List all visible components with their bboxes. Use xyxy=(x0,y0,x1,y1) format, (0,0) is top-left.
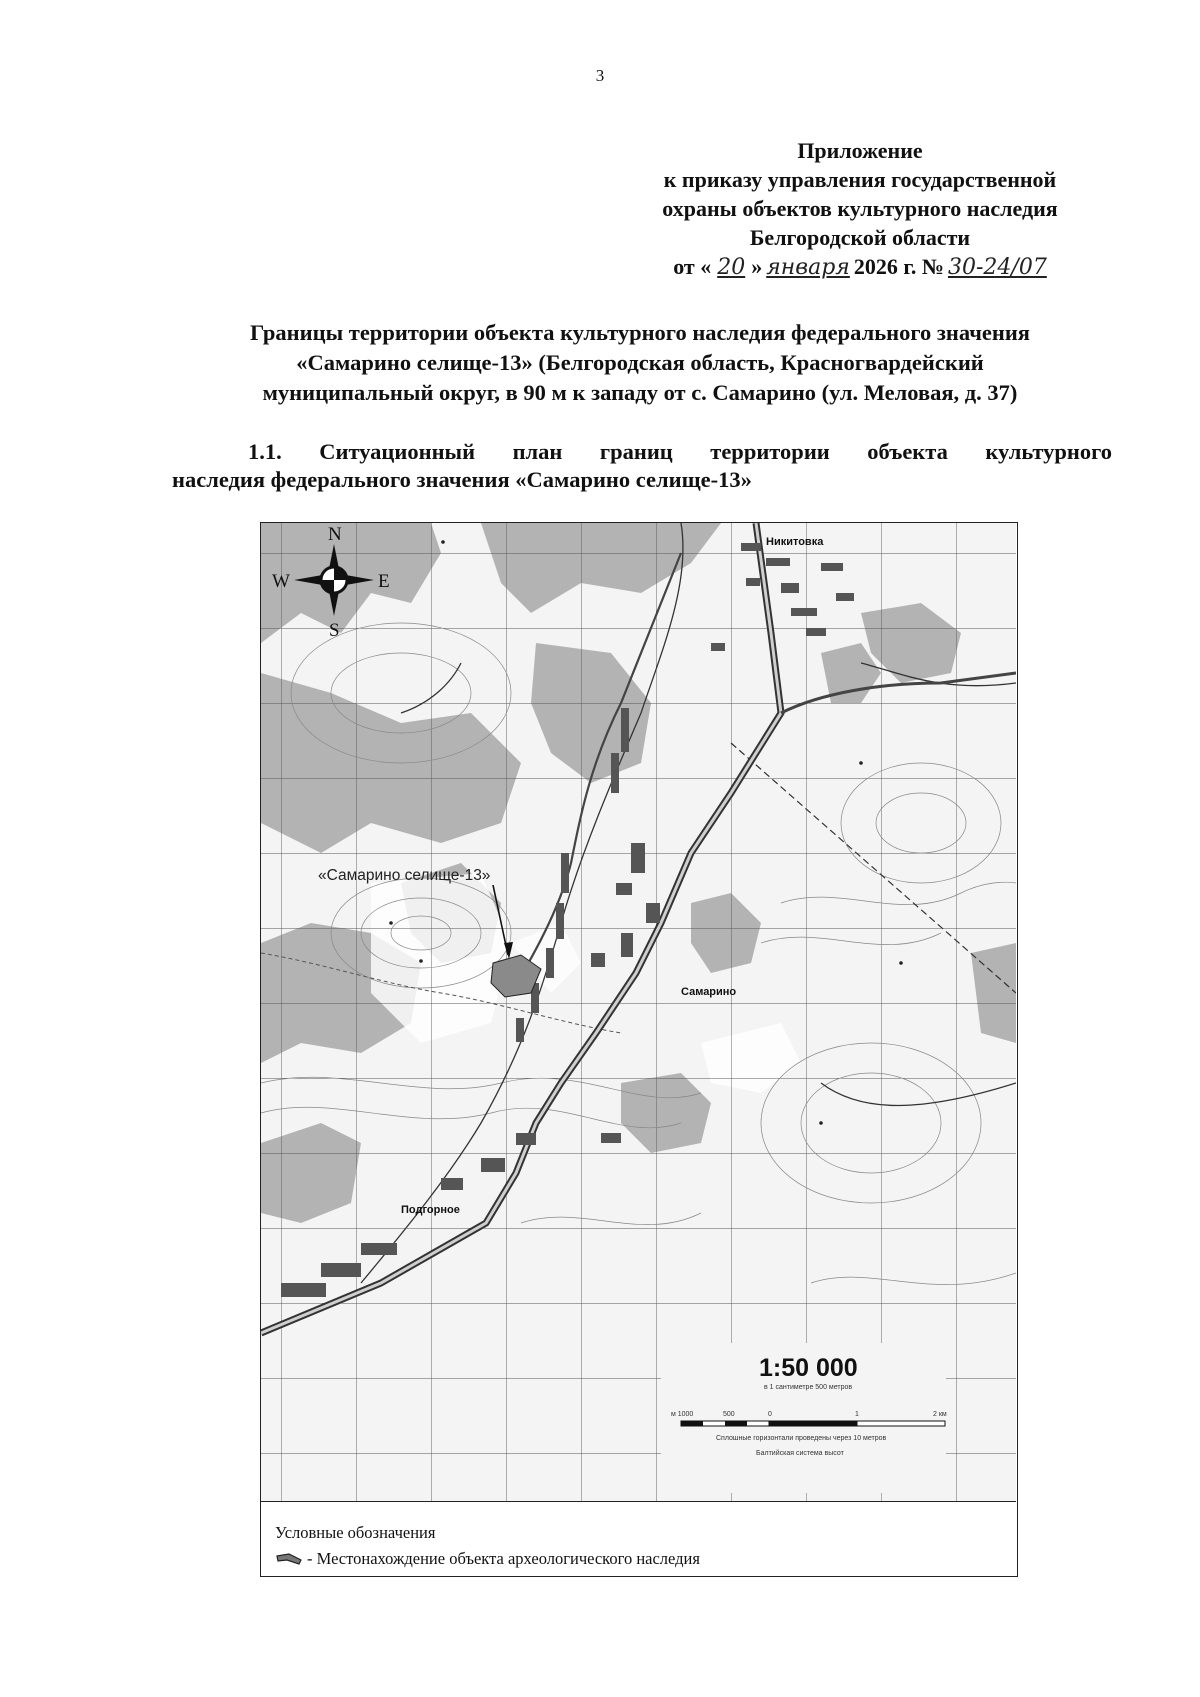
order-number: 30-24/07 xyxy=(947,255,1047,280)
appendix-line: охраны объектов культурного наследия xyxy=(662,196,1058,221)
compass-west: W xyxy=(272,571,290,592)
scale-label-0: 0 xyxy=(768,1411,772,1418)
compass-south: S xyxy=(329,620,340,641)
order-month: января xyxy=(766,255,850,280)
scale-contour-note: Сплошные горизонтали проведены через 10 метров xyxy=(716,1435,887,1442)
order-day: 20 xyxy=(717,255,746,280)
legend-item xyxy=(275,1549,700,1569)
legend-title: Условные обозначения xyxy=(275,1523,436,1542)
title-line: Границы территории объекта культурного наследия федерального значения xyxy=(250,320,1030,345)
appendix-heading: Приложение xyxy=(797,138,923,163)
order-date-number xyxy=(600,252,1120,282)
title-line: муниципальный округ, в 90 м к западу от с. Самарино (ул. Меловая, д. 37) xyxy=(262,380,1018,405)
order-prefix: от « xyxy=(673,254,712,279)
legend-item-label: - Местонахождение объекта археологического наследия xyxy=(307,1549,700,1568)
section-heading-line: 1.1. Ситуационный план границ территории объекта культурного xyxy=(248,439,1112,464)
place-name-podgornoe: Подгорное xyxy=(401,1204,460,1216)
appendix-block xyxy=(600,136,1120,282)
place-name-samarino: Самарино xyxy=(681,986,737,998)
situational-map xyxy=(260,522,1018,1577)
scale-label-500: 500 xyxy=(723,1411,735,1418)
appendix-line: к приказу управления государственной xyxy=(663,167,1057,192)
scale-cm-note: в 1 сантиметре 500 метров xyxy=(764,1384,853,1391)
map-legend xyxy=(261,1503,1016,1575)
site-callout-label: «Самарино селище-13» xyxy=(318,867,491,884)
scale-block xyxy=(661,1343,947,1493)
order-year: 2026 г. № xyxy=(853,254,944,279)
compass-north: N xyxy=(328,524,342,545)
scale-label-1000: м 1000 xyxy=(671,1411,694,1418)
page-number: 3 xyxy=(595,66,605,85)
place-name-nikitovka: Никитовка xyxy=(766,536,824,548)
section-heading xyxy=(172,438,1112,494)
title-line: «Самарино селище-13» (Белгородская область, Красногвардейский xyxy=(296,350,984,375)
appendix-line: Белгородской области xyxy=(749,225,971,250)
order-day-close: » xyxy=(751,254,763,279)
site-symbol-icon xyxy=(275,1551,305,1567)
document-title xyxy=(170,318,1110,408)
scale-label-1: 1 xyxy=(855,1411,859,1418)
section-heading-line: наследия федерального значения «Самарино селище-13» xyxy=(172,467,752,492)
scale-label-2: 2 км xyxy=(933,1411,947,1418)
scale-height-system: Балтийская система высот xyxy=(756,1450,844,1457)
compass-east: E xyxy=(378,571,390,592)
scale-ratio: 1:50 000 xyxy=(759,1354,858,1382)
topographic-map xyxy=(261,523,1016,1501)
map-area xyxy=(261,523,1016,1502)
